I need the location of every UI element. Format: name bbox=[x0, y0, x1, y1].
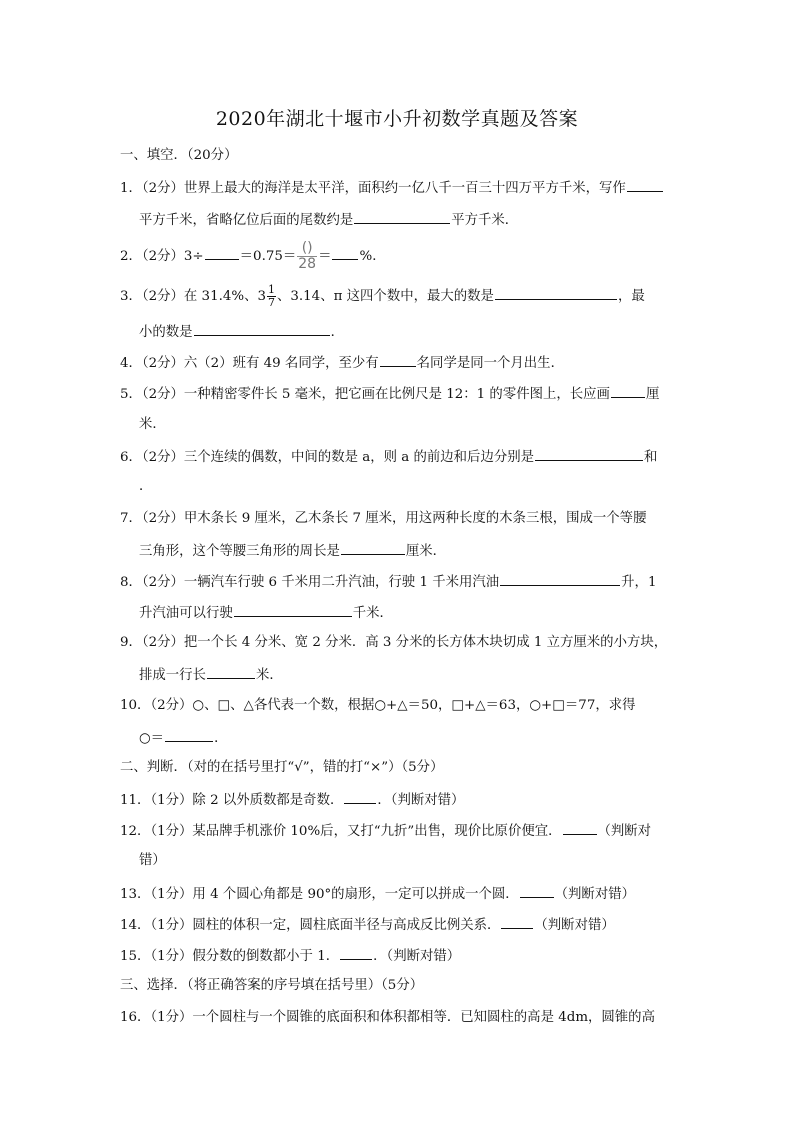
question-text: ． bbox=[330, 325, 344, 340]
question-7-line-1: 7．（2分）甲木条长 9 厘米，乙木条长 7 厘米，用这两种长度的木条三根，围成一个等腰 bbox=[120, 511, 647, 526]
question-9-line-2 bbox=[139, 665, 283, 685]
question-text: ＝0.75＝ bbox=[239, 249, 297, 264]
question-text: 6．（2分）三个连续的偶数，中间的数是 a，则 a 的前边和后边分别是 bbox=[120, 450, 535, 465]
question-1-line-2 bbox=[139, 210, 518, 230]
question-8-line-1 bbox=[120, 572, 656, 592]
mixed-number-fraction bbox=[267, 284, 276, 309]
question-3-line-1 bbox=[120, 284, 645, 309]
question-11-line bbox=[120, 790, 464, 810]
answer-blank[interactable] bbox=[563, 821, 597, 835]
question-text: 平方千米，省略亿位后面的尾数约是 bbox=[139, 213, 354, 228]
question-5-line-2: 米． bbox=[139, 417, 166, 432]
fraction-numerator: () bbox=[297, 241, 317, 257]
question-text: ○＝ bbox=[139, 731, 165, 746]
question-text: 2．（2分）3÷ bbox=[120, 249, 204, 264]
question-6-line-2[interactable]: ． bbox=[139, 479, 153, 494]
question-text: 和 bbox=[644, 450, 658, 465]
question-6-line-1 bbox=[120, 447, 657, 467]
fraction-numerator: 1 bbox=[268, 283, 275, 296]
answer-blank[interactable] bbox=[501, 915, 533, 929]
question-text: 4．（2分）六（2）班有 49 名同学，至少有 bbox=[120, 356, 379, 371]
question-9-line-1: 9．（2分）把一个长 4 分米、宽 2 分米．高 3 分米的长方体木块切成 1 立方厘米的小方块， bbox=[120, 635, 668, 650]
answer-blank[interactable] bbox=[341, 541, 405, 555]
answer-blank[interactable] bbox=[332, 246, 358, 260]
question-text: 千米． bbox=[352, 606, 393, 621]
answer-blank[interactable] bbox=[520, 884, 554, 898]
question-12-line-2: 错） bbox=[139, 853, 166, 868]
question-text: 升汽油可以行驶 bbox=[139, 606, 233, 621]
question-14-line bbox=[120, 915, 615, 935]
question-text: 11．（1分）除 2 以外质数都是奇数． bbox=[120, 793, 344, 808]
answer-blank[interactable] bbox=[627, 178, 663, 192]
section-heading-fill-in: 一、填空．（20分） bbox=[120, 148, 238, 163]
answer-blank[interactable] bbox=[535, 447, 643, 461]
answer-blank[interactable] bbox=[194, 322, 330, 336]
question-text: 排成一行长 bbox=[139, 668, 206, 683]
question-12-line-1 bbox=[120, 821, 651, 841]
question-text: ，最 bbox=[617, 289, 645, 304]
question-8-line-2 bbox=[139, 603, 393, 623]
question-text: ．（判断对错） bbox=[373, 949, 461, 964]
question-text: （判断对错） bbox=[554, 887, 635, 902]
question-text: 三角形，这个等腰三角形的周长是 bbox=[139, 544, 340, 559]
answer-blank[interactable] bbox=[205, 246, 239, 260]
question-text: 小的数是 bbox=[139, 325, 193, 340]
question-text: 13．（1分）用 4 个圆心角都是 90°的扇形，一定可以拼成一个圆． bbox=[120, 887, 519, 902]
question-text: ．（判断对错） bbox=[377, 793, 465, 808]
question-text: 厘米． bbox=[405, 544, 447, 559]
answer-blank[interactable] bbox=[165, 728, 213, 742]
question-text: 厘 bbox=[645, 387, 660, 402]
question-text: （判断对 bbox=[597, 824, 652, 839]
question-16-line-1: 16．（1分）一个圆柱与一个圆锥的底面积和体积都相等．已知圆柱的高是 4dm，圆锥的高 bbox=[120, 1010, 655, 1025]
question-text: %． bbox=[359, 249, 386, 264]
answer-blank[interactable] bbox=[500, 572, 620, 586]
question-text: 、3.14、π 这四个数中，最大的数是 bbox=[277, 289, 494, 304]
question-text: 米． bbox=[255, 668, 283, 683]
question-15-line bbox=[120, 946, 460, 966]
answer-blank[interactable] bbox=[207, 665, 255, 679]
question-4-line bbox=[120, 353, 564, 373]
answer-blank[interactable] bbox=[611, 384, 645, 398]
fraction-blank[interactable] bbox=[297, 241, 317, 272]
page-title: 2020年湖北十堰市小升初数学真题及答案 bbox=[215, 108, 579, 130]
question-text: 5．（2分）一种精密零件长 5 毫米，把它画在比例尺是 12：1 的零件图上，长应画 bbox=[120, 387, 610, 402]
question-text: 8．（2分）一辆汽车行驶 6 千米用二升汽油，行驶 1 千米用汽油 bbox=[120, 575, 500, 590]
fraction-denominator: 7 bbox=[268, 296, 275, 309]
question-2-line bbox=[120, 241, 386, 272]
answer-blank[interactable] bbox=[380, 353, 416, 367]
answer-blank[interactable] bbox=[344, 790, 376, 804]
question-1-line-1 bbox=[120, 178, 664, 198]
question-text: ＝ bbox=[318, 249, 332, 264]
answer-blank[interactable] bbox=[234, 603, 352, 617]
question-10-line-1: 10．（2分）○、□、△各代表一个数，根据○+△＝50，□+△＝63，○+□＝77，求得 bbox=[120, 698, 636, 713]
section-heading-multiple-choice: 三、选择．（将正确答案的序号填在括号里）（5分） bbox=[120, 978, 424, 993]
answer-blank[interactable] bbox=[354, 210, 450, 224]
question-5-line-1 bbox=[120, 384, 659, 404]
fraction-denominator: 28 bbox=[298, 256, 317, 272]
question-text: 名同学是同一个月出生． bbox=[416, 356, 564, 371]
section-heading-true-false: 二、判断．（对的在括号里打“√”，错的打“×”）（5分） bbox=[120, 760, 444, 775]
question-text: （判断对错） bbox=[534, 918, 615, 933]
question-7-line-2 bbox=[139, 541, 446, 561]
question-text: 12．（1分）某品牌手机涨价 10%后，又打“九折”出售，现价比原价便宜． bbox=[120, 824, 562, 839]
question-text: 升，1 bbox=[621, 575, 657, 590]
question-text: 3．（2分）在 31.4%、3 bbox=[120, 289, 266, 304]
question-3-line-2 bbox=[139, 322, 344, 342]
question-text: 1．（2分）世界上最大的海洋是太平洋，面积约一亿八千一百三十四万平方千米，写作 bbox=[120, 181, 626, 196]
question-text: ． bbox=[214, 731, 228, 746]
question-13-line bbox=[120, 884, 635, 904]
question-text: 平方千米． bbox=[451, 213, 519, 228]
question-text: 14．（1分）圆柱的体积一定，圆柱底面半径与高成反比例关系． bbox=[120, 918, 501, 933]
answer-blank[interactable] bbox=[495, 286, 617, 300]
question-text: 15．（1分）假分数的倒数都小于 1． bbox=[120, 949, 340, 964]
question-10-line-2 bbox=[139, 728, 227, 748]
answer-blank[interactable] bbox=[340, 946, 372, 960]
